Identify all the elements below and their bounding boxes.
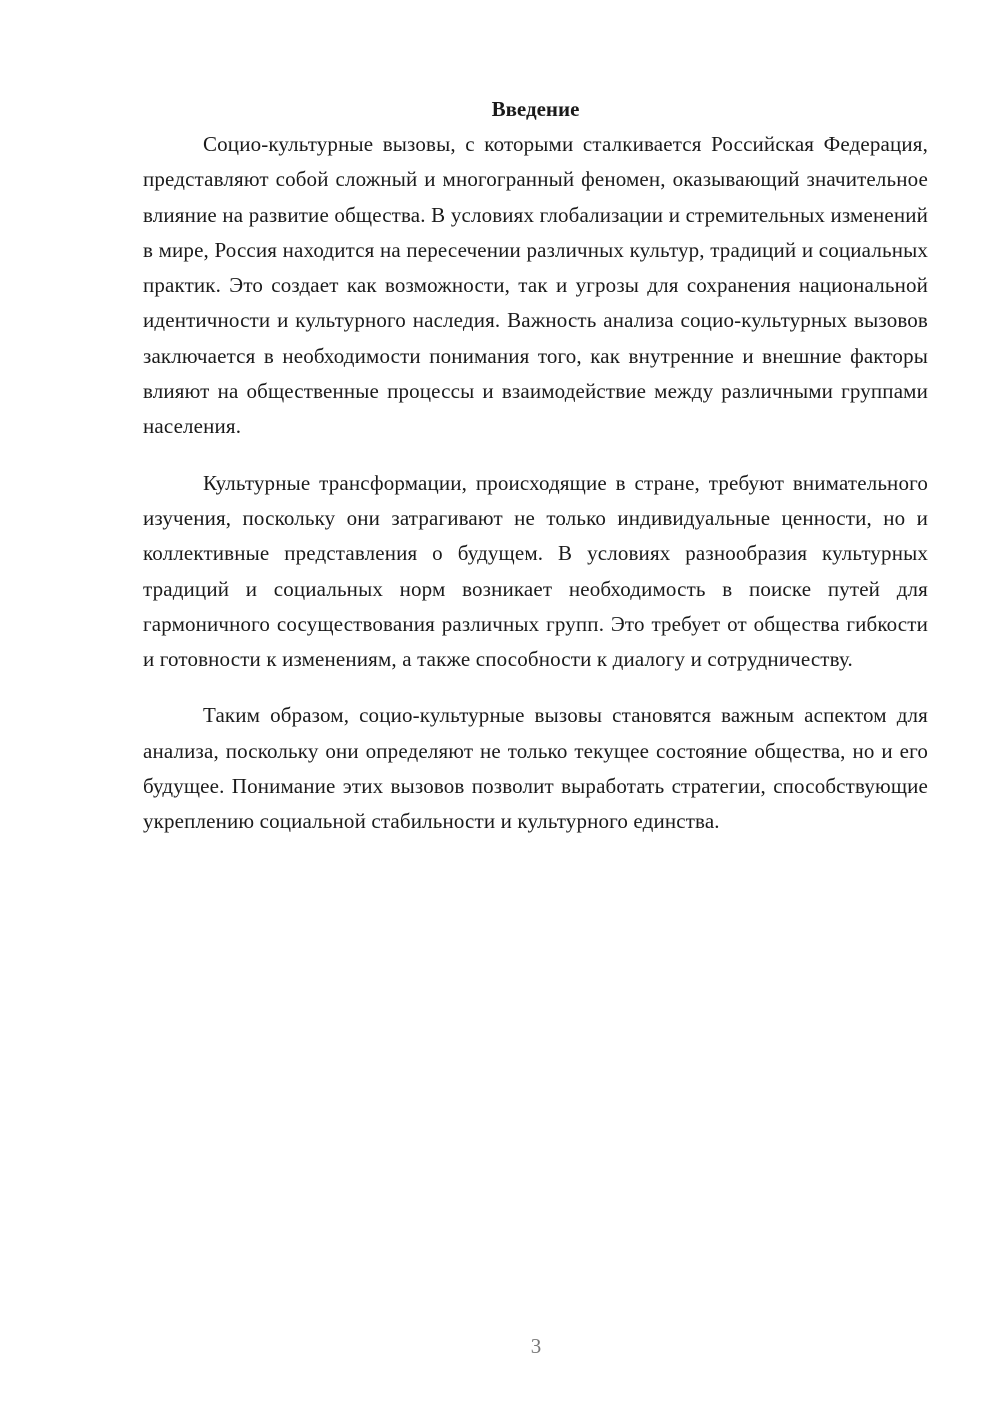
section-heading: Введение bbox=[491, 97, 580, 121]
paragraph-3: Таким образом, социо-культурные вызовы становятся важным аспектом для анализа, поскольку они определяют не только текущее состояние общества, но и его будущее. Понимание этих вызовов позволит выработать стратегии, способствующие укреплению социальной стабильности и культурного единства. bbox=[143, 703, 928, 834]
paragraph-2: Культурные трансформации, происходящие в стране, требуют внимательного изучения, поскольку они затрагивают не только индивидуальные ценности, но и коллективные представления о будущем. В условиях разнообразия культурных традиций и социальных норм возникает необходимость в поиске путей для гармоничного сосуществования различных групп. Это требует от общества гибкости и готовности к изменениям, а также способности к диалогу и сотрудничеству. bbox=[143, 470, 928, 672]
paragraph-1: Социо-культурные вызовы, с которыми сталкивается Российская Федерация, представляют собой сложный и многогранный феномен, оказывающий значительное влияние на развитие общества. В условиях глобализации и стремительных изменений в мире, Россия находится на пересечении различных культур, традиций и социальных практик. Это создает как возможности, так и угрозы для сохранения национальной идентичности и культурного наследия. Важность анализа социо-культурных вызовов заключается в необходимости понимания того, как внутренние и внешние факторы влияют на общественные процессы и взаимодействие между различными группами населения. bbox=[143, 132, 928, 439]
page-content bbox=[143, 92, 928, 840]
page-number: 3 bbox=[530, 1334, 542, 1358]
